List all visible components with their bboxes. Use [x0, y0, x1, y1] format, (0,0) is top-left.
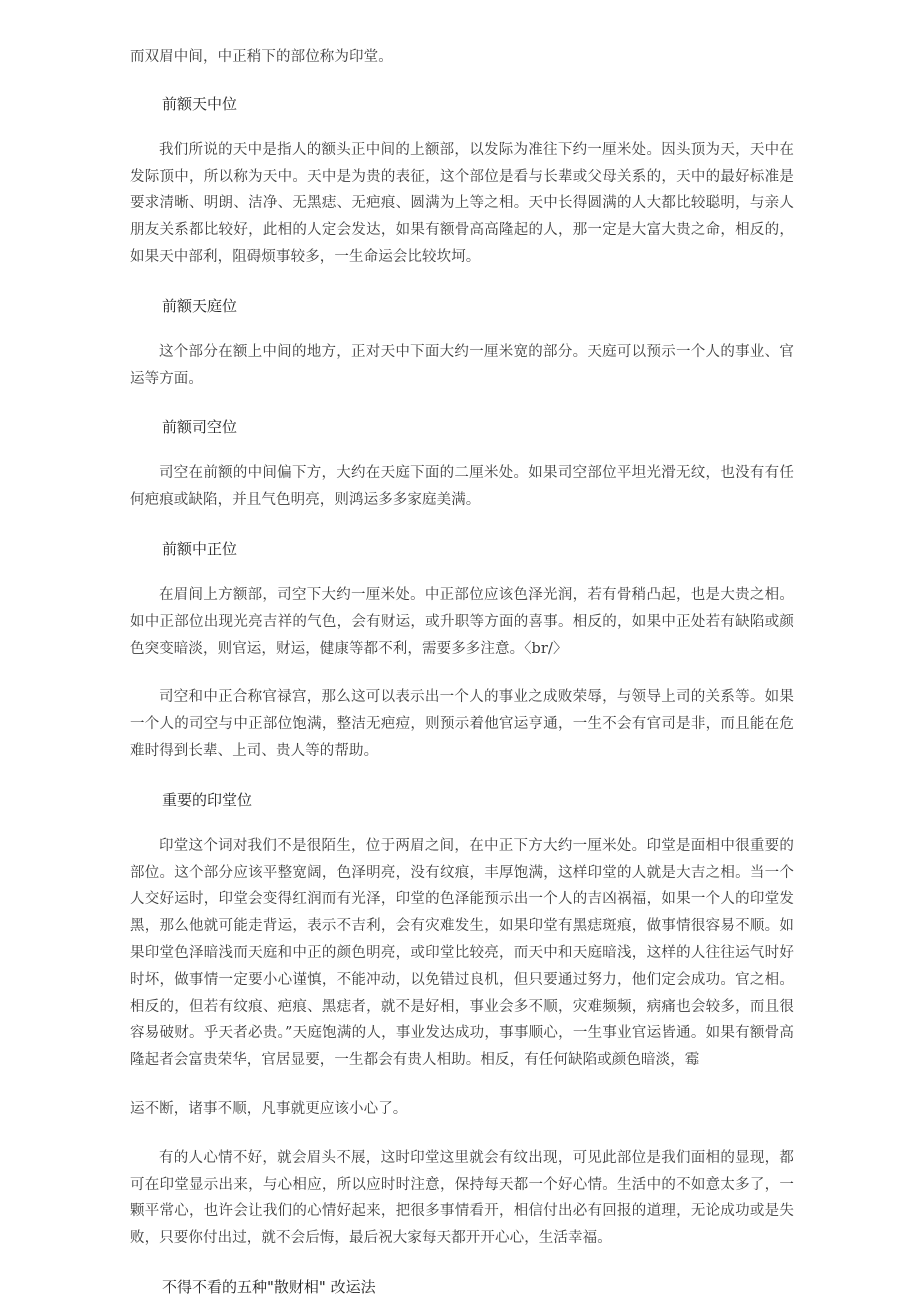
heading-sancaixiang: 不得不看的五种"散财相" 改运法: [162, 1277, 376, 1296]
paragraph-yintang-intro: 而双眉中间，中正稍下的部位称为印堂。: [130, 49, 393, 65]
paragraph-zhongzheng: 在眉间上方额部，司空下大约一厘米处。中正部位应该色泽光润，若有骨稍凸起，也是大贵之相。如中正部位出现光亮吉祥的气色，会有财运，或升职等方面的喜事。相反的，如果中正处若有缺陷或颜色突变暗淡，则官运，财运，健康等都不利，需要多多注意。〈br/〉: [130, 586, 794, 657]
paragraph-sikong: 司空在前额的中间偏下方，大约在天庭下面的二厘米处。如果司空部位平坦光滑无纹，也没有有任何疤痕或缺陷，并且气色明亮，则鸿运多多家庭美满。: [130, 465, 794, 509]
heading-tianting: 前额天庭位: [162, 296, 238, 315]
paragraph-yintang-continued: 运不断，诸事不顺，凡事就更应该小心了。: [130, 1100, 408, 1117]
paragraph-tianzhong: 我们所说的天中是指人的额头正中间的上额部，以发际为准往下约一厘米处。因头顶为天，天中在发际顶中，所以称为天中。天中是为贵的表征，这个部位是看与长辈或父母关系的，天中的最好标准是要求清晰、明朗、洁净、无黑痣、无疤痕、圆满为上等之相。天中长得圆满的人大都比较聪明，与亲人朋友关系都比较好，此相的人定会发达，如果有额骨高高隆起的人，那一定是大富大贵之命，相反的，如果天中部利，阻碍烦事较多，一生命运会比较坎坷。: [130, 141, 794, 265]
document-page: [130, 44, 794, 1300]
heading-tianzhong: 前额天中位: [162, 94, 238, 113]
heading-yintang: 重要的印堂位: [162, 790, 253, 809]
paragraph-yintang: 印堂这个词对我们不是很陌生，位于两眉之间，在中正下方大约一厘米处。印堂是面相中很重要的部位。这个部分应该平整宽阔，色泽明亮，没有纹痕，丰厚饱满，这样印堂的人就是大吉之相。当一个人交好运时，印堂会变得红润而有光泽，印堂的色泽能预示出一个人的吉凶祸福，如果一个人的印堂发黑，那么他就可能走背运，表示不吉利，会有灾难发生，如果印堂有黑痣斑痕，做事情很容易不顺。如果印堂色泽暗浅而天庭和中正的颜色明亮，或印堂比较亮，而天中和天庭暗浅，这样的人往往运气时好时坏，做事情一定要小心谨慎，不能冲动，以免错过良机，但只要通过努力，他们定会成功。官之相。相反的，但若有纹痕、疤痕、黑痣者，就不是好相，事业会多不顺，灾难频频，病痛也会较多，而且很容易破财。乎天者必贵。”天庭饱满的人，事业发达成功，事事顺心，一生事业官运皆通。如果有额骨高隆起者会富贵荣华，官居显要，一生都会有贵人相助。相反，有任何缺陷或颜色暗淡，霉: [130, 837, 794, 1069]
paragraph-guanlugong: 司空和中正合称官禄宫，那么这可以表示出一个人的事业之成败荣辱，与领导上司的关系等。如果一个人的司空与中正部位饱满，整洁无疤痘，则预示着他官运亨通，一生不会有官司是非，而且能在危难时得到长辈、上司、贵人等的帮助。: [130, 689, 794, 759]
paragraph-tianting: 这个部分在额上中间的地方，正对天中下面大约一厘米宽的部分。天庭可以预示一个人的事业、官运等方面。: [130, 343, 794, 387]
heading-zhongzheng: 前额中正位: [162, 539, 238, 558]
paragraph-mood: 有的人心情不好，就会眉头不展，这时印堂这里就会有纹出现，可见此部位是我们面相的显现，都可在印堂显示出来，与心相应，所以应时时注意，保持每天都一个好心情。生活中的不如意太多了，一颗平常心，也许会让我们的心情好起来，把很多事情看开，相信付出必有回报的道理，无论成功或是失败，只要你付出过，就不会后悔，最后祝大家每天都开开心心，生活幸福。: [130, 1149, 794, 1247]
heading-sikong: 前额司空位: [162, 418, 238, 437]
